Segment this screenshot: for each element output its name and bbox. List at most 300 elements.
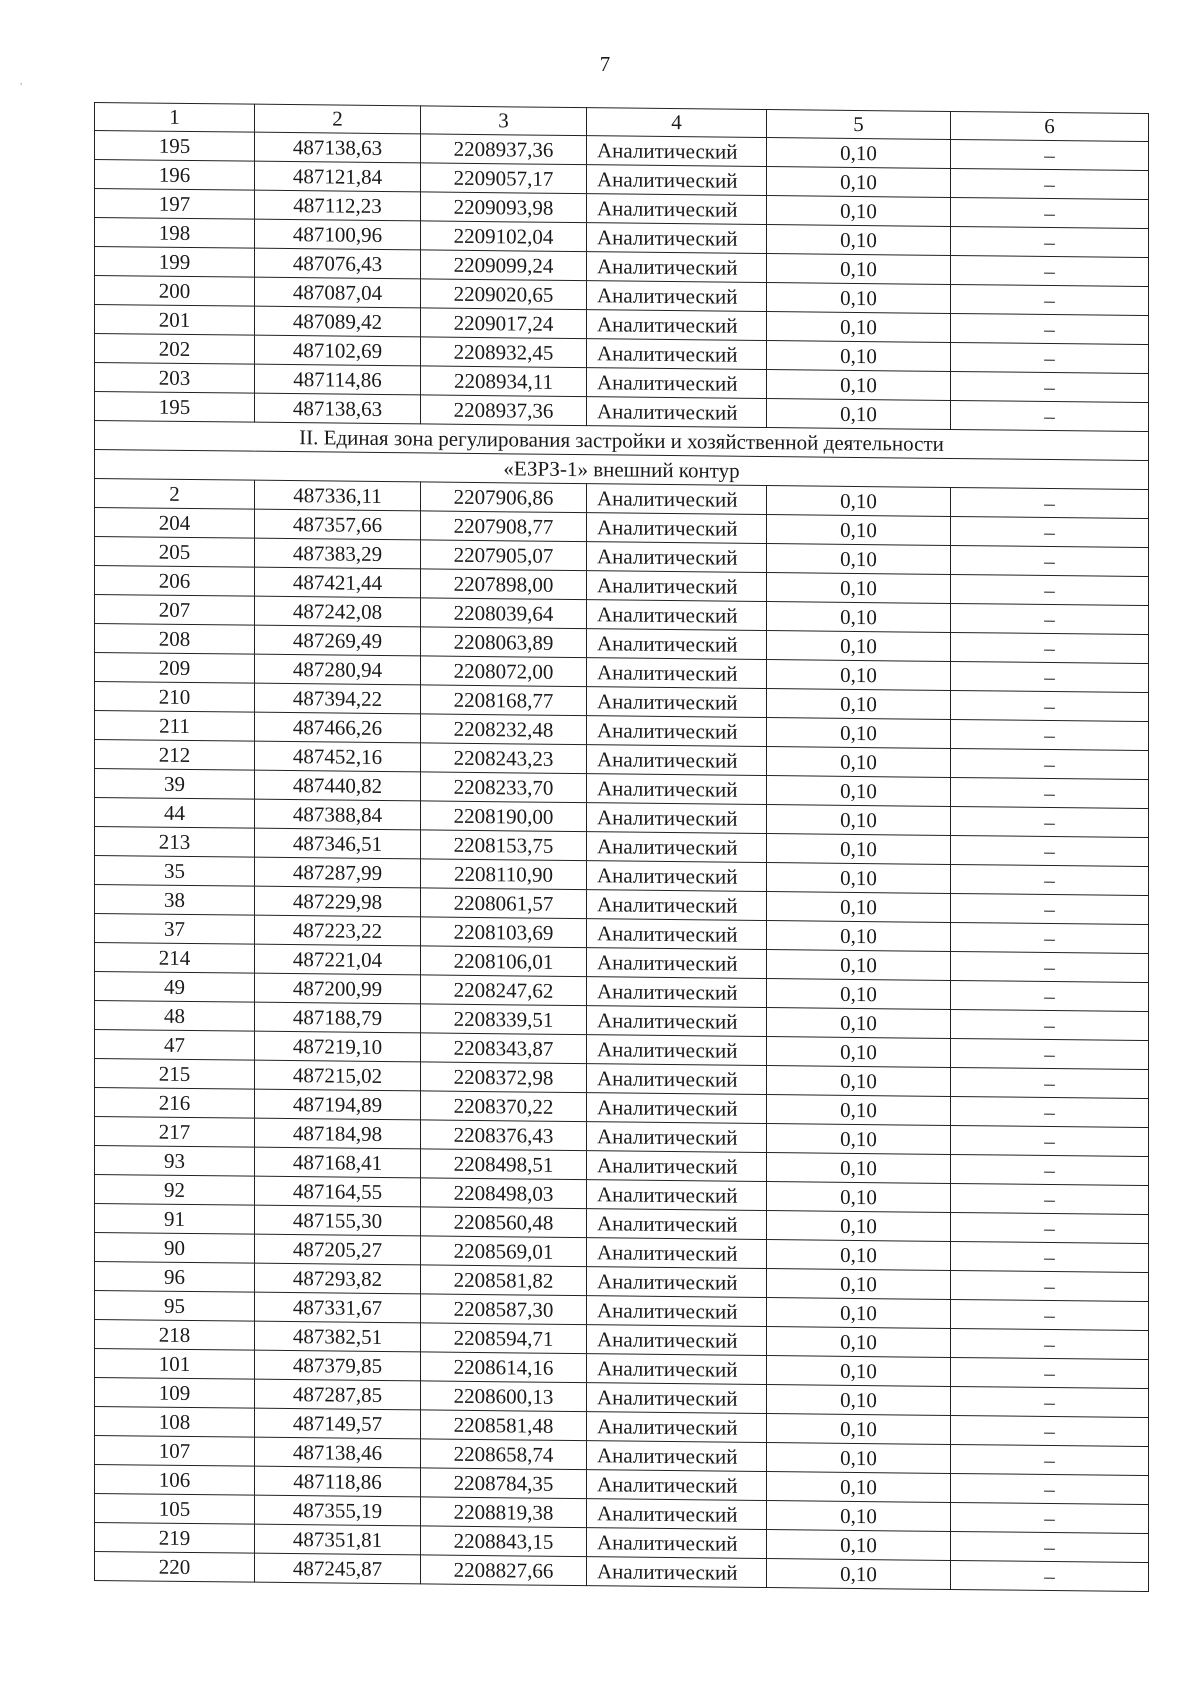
table-cell-col-1: 213 (95, 827, 255, 858)
table-cell-col-1: 202 (95, 334, 255, 365)
table-cell-col-4: Аналитический (587, 977, 767, 1008)
table-cell-col-4: Аналитический (587, 1325, 767, 1356)
table-cell-col-3: 2209057,17 (421, 163, 587, 194)
table-cell-col-3: 2209102,04 (421, 221, 587, 252)
table-cell-col-6: – (951, 1444, 1149, 1475)
table-cell-col-1: 214 (95, 943, 255, 974)
table-cell-col-5: 0,10 (767, 1501, 951, 1532)
coordinates-table (94, 102, 1149, 1592)
table-cell-col-3: 2208560,48 (421, 1207, 587, 1238)
table-cell-col-1: 206 (95, 566, 255, 597)
table-cell-col-6: – (951, 1096, 1149, 1127)
table-cell-col-4: Аналитический (587, 774, 767, 805)
column-header-4: 4 (587, 108, 767, 138)
table-cell-col-3: 2208819,38 (421, 1497, 587, 1528)
table-cell-col-6: – (951, 574, 1149, 605)
table-cell-col-3: 2208587,30 (421, 1294, 587, 1325)
table-cell-col-3: 2208061,57 (421, 888, 587, 919)
table-cell-col-6: – (951, 342, 1149, 373)
table-cell-col-6: – (951, 1328, 1149, 1359)
table-cell-col-5: 0,10 (767, 631, 951, 662)
table-cell-col-4: Аналитический (587, 1267, 767, 1298)
table-cell-col-3: 2207898,00 (421, 569, 587, 600)
table-cell-col-6: – (951, 690, 1149, 721)
table-cell-col-5: 0,10 (767, 805, 951, 836)
table-body-section-2 (95, 479, 1149, 1592)
table-cell-col-1: 212 (95, 740, 255, 771)
table-cell-col-4: Аналитический (587, 1006, 767, 1037)
table-cell-col-3: 2208072,00 (421, 656, 587, 687)
table-cell-col-4: Аналитический (587, 281, 767, 312)
table-cell-col-1: 93 (95, 1146, 255, 1177)
table-cell-col-3: 2208614,16 (421, 1352, 587, 1383)
table-cell-col-4: Аналитический (587, 397, 767, 428)
table-cell-col-2: 487188,79 (255, 1002, 421, 1033)
table-cell-col-3: 2208937,36 (421, 395, 587, 426)
table-cell-col-5: 0,10 (767, 1356, 951, 1387)
table-cell-col-2: 487280,94 (255, 654, 421, 685)
table-cell-col-4: Аналитический (587, 1151, 767, 1182)
table-cell-col-5: 0,10 (767, 1327, 951, 1358)
table-cell-col-6: – (951, 1299, 1149, 1330)
table-cell-col-2: 487089,42 (255, 306, 421, 337)
table-cell-col-4: Аналитический (587, 919, 767, 950)
table-cell-col-5: 0,10 (767, 1124, 951, 1155)
table-cell-col-4: Аналитический (587, 1064, 767, 1095)
table-cell-col-4: Аналитический (587, 542, 767, 573)
table-cell-col-3: 2208581,48 (421, 1410, 587, 1441)
table-cell-col-3: 2208658,74 (421, 1439, 587, 1470)
table-cell-col-1: 195 (95, 131, 255, 162)
table-cell-col-2: 487114,86 (255, 364, 421, 395)
table-cell-col-6: – (951, 255, 1149, 286)
table-cell-col-1: 35 (95, 856, 255, 887)
table-cell-col-4: Аналитический (587, 1180, 767, 1211)
table-cell-col-3: 2208827,66 (421, 1555, 587, 1586)
table-cell-col-3: 2208376,43 (421, 1120, 587, 1151)
table-cell-col-6: – (951, 1473, 1149, 1504)
table-cell-col-2: 487394,22 (255, 683, 421, 714)
table-cell-col-5: 0,10 (767, 660, 951, 691)
table-cell-col-3: 2208372,98 (421, 1062, 587, 1093)
table-cell-col-1: 198 (95, 218, 255, 249)
table-cell-col-6: – (951, 284, 1149, 315)
table-cell-col-1: 109 (95, 1378, 255, 1409)
table-cell-col-3: 2208498,03 (421, 1178, 587, 1209)
table-cell-col-3: 2208190,00 (421, 801, 587, 832)
column-header-1: 1 (95, 103, 255, 133)
table-cell-col-2: 487112,23 (255, 190, 421, 221)
table-cell-col-3: 2208110,90 (421, 859, 587, 890)
table-cell-col-2: 487087,04 (255, 277, 421, 308)
table-cell-col-2: 487357,66 (255, 509, 421, 540)
table-cell-col-1: 49 (95, 972, 255, 1003)
table-cell-col-5: 0,10 (767, 515, 951, 546)
table-cell-col-2: 487440,82 (255, 770, 421, 801)
table-cell-col-1: 201 (95, 305, 255, 336)
table-cell-col-3: 2209093,98 (421, 192, 587, 223)
table-cell-col-4: Аналитический (587, 1035, 767, 1066)
column-header-2: 2 (255, 104, 421, 134)
table-cell-col-5: 0,10 (767, 718, 951, 749)
table-cell-col-6: – (951, 922, 1149, 953)
table-cell-col-1: 197 (95, 189, 255, 220)
table-cell-col-1: 200 (95, 276, 255, 307)
table-cell-col-1: 210 (95, 682, 255, 713)
table-cell-col-5: 0,10 (767, 399, 951, 430)
table-cell-col-6: – (951, 1270, 1149, 1301)
table-cell-col-5: 0,10 (767, 1385, 951, 1416)
table-cell-col-3: 2208106,01 (421, 946, 587, 977)
table-cell-col-6: – (951, 893, 1149, 924)
table-cell-col-2: 487164,55 (255, 1176, 421, 1207)
table-cell-col-2: 487379,85 (255, 1350, 421, 1381)
table-cell-col-4: Аналитический (587, 1354, 767, 1385)
table-cell-col-5: 0,10 (767, 254, 951, 285)
table-cell-col-2: 487200,99 (255, 973, 421, 1004)
table-cell-col-3: 2208039,64 (421, 598, 587, 629)
table-cell-col-5: 0,10 (767, 892, 951, 923)
table-cell-col-5: 0,10 (767, 486, 951, 517)
table-cell-col-6: – (951, 1183, 1149, 1214)
table-cell-col-1: 95 (95, 1291, 255, 1322)
table-cell-col-3: 2208594,71 (421, 1323, 587, 1354)
table-cell-col-4: Аналитический (587, 890, 767, 921)
table-cell-col-2: 487221,04 (255, 944, 421, 975)
table-cell-col-2: 487138,63 (255, 132, 421, 163)
table-cell-col-4: Аналитический (587, 310, 767, 341)
table-cell-col-4: Аналитический (587, 136, 767, 167)
table-cell-col-6: – (951, 139, 1149, 170)
table-cell-col-2: 487331,67 (255, 1292, 421, 1323)
table-cell-col-6: – (951, 168, 1149, 199)
table-cell-col-5: 0,10 (767, 370, 951, 401)
table-cell-col-2: 487242,08 (255, 596, 421, 627)
table-cell-col-3: 2208937,36 (421, 134, 587, 165)
table-cell-col-4: Аналитический (587, 1093, 767, 1124)
table-cell-col-4: Аналитический (587, 484, 767, 515)
table-cell-col-4: Аналитический (587, 1499, 767, 1530)
table-cell-col-5: 0,10 (767, 1559, 951, 1590)
table-cell-col-6: – (951, 661, 1149, 692)
table-cell-col-2: 487421,44 (255, 567, 421, 598)
scan-artifact-mark: , (20, 76, 23, 86)
table-cell-col-6: – (951, 313, 1149, 344)
table-cell-col-1: 217 (95, 1117, 255, 1148)
table-cell-col-3: 2207908,77 (421, 511, 587, 542)
table-cell-col-6: – (951, 835, 1149, 866)
table-cell-col-1: 209 (95, 653, 255, 684)
table-cell-col-4: Аналитический (587, 1441, 767, 1472)
table-cell-col-1: 2 (95, 479, 255, 510)
table-cell-col-1: 44 (95, 798, 255, 829)
table-cell-col-3: 2208168,77 (421, 685, 587, 716)
table-cell-col-6: – (951, 980, 1149, 1011)
table-cell-col-3: 2208843,15 (421, 1526, 587, 1557)
table-cell-col-3: 2209020,65 (421, 279, 587, 310)
table-cell-col-2: 487223,22 (255, 915, 421, 946)
table-cell-col-6: – (951, 864, 1149, 895)
table-cell-col-6: – (951, 1125, 1149, 1156)
table-cell-col-5: 0,10 (767, 283, 951, 314)
table-cell-col-5: 0,10 (767, 950, 951, 981)
table-cell-col-3: 2208370,22 (421, 1091, 587, 1122)
table-cell-col-4: Аналитический (587, 1528, 767, 1559)
table-cell-col-5: 0,10 (767, 921, 951, 952)
table-cell-col-1: 47 (95, 1030, 255, 1061)
table-cell-col-6: – (951, 1212, 1149, 1243)
table-cell-col-2: 487287,85 (255, 1379, 421, 1410)
table-cell-col-1: 38 (95, 885, 255, 916)
table-cell-col-5: 0,10 (767, 1153, 951, 1184)
table-cell-col-5: 0,10 (767, 979, 951, 1010)
table-cell-col-2: 487452,16 (255, 741, 421, 772)
table-cell-col-3: 2208063,89 (421, 627, 587, 658)
table-cell-col-1: 39 (95, 769, 255, 800)
table-cell-col-5: 0,10 (767, 1240, 951, 1271)
table-cell-col-1: 211 (95, 711, 255, 742)
table-cell-col-6: – (951, 1357, 1149, 1388)
table-cell-col-1: 216 (95, 1088, 255, 1119)
table-cell-col-1: 215 (95, 1059, 255, 1090)
table-cell-col-6: – (951, 1386, 1149, 1417)
table-cell-col-2: 487388,84 (255, 799, 421, 830)
table-cell-col-2: 487168,41 (255, 1147, 421, 1178)
table-cell-col-6: – (951, 1560, 1149, 1591)
table-cell-col-2: 487245,87 (255, 1553, 421, 1584)
table-cell-col-4: Аналитический (587, 1470, 767, 1501)
table-cell-col-5: 0,10 (767, 1269, 951, 1300)
table-cell-col-3: 2208247,62 (421, 975, 587, 1006)
table-cell-col-5: 0,10 (767, 863, 951, 894)
table-cell-col-2: 487336,11 (255, 480, 421, 511)
table-cell-col-6: – (951, 197, 1149, 228)
table-cell-col-3: 2208339,51 (421, 1004, 587, 1035)
table-cell-col-2: 487229,98 (255, 886, 421, 917)
table-cell-col-1: 208 (95, 624, 255, 655)
table-cell-col-5: 0,10 (767, 544, 951, 575)
table-cell-col-1: 106 (95, 1465, 255, 1496)
table-cell-col-3: 2208232,48 (421, 714, 587, 745)
table-cell-col-2: 487100,96 (255, 219, 421, 250)
table-cell-col-1: 91 (95, 1204, 255, 1235)
table-cell-col-6: – (951, 1415, 1149, 1446)
table-cell-col-1: 101 (95, 1349, 255, 1380)
table-cell-col-2: 487138,46 (255, 1437, 421, 1468)
table-cell-col-6: – (951, 371, 1149, 402)
table-cell-col-1: 107 (95, 1436, 255, 1467)
table-cell-col-6: – (951, 516, 1149, 547)
table-cell-col-4: Аналитический (587, 745, 767, 776)
table-cell-col-5: 0,10 (767, 225, 951, 256)
table-cell-col-3: 2208243,23 (421, 743, 587, 774)
table-cell-col-6: – (951, 1531, 1149, 1562)
table-cell-col-5: 0,10 (767, 747, 951, 778)
table-cell-col-4: Аналитический (587, 629, 767, 660)
table-cell-col-1: 105 (95, 1494, 255, 1525)
table-cell-col-5: 0,10 (767, 1414, 951, 1445)
table-cell-col-6: – (951, 400, 1149, 431)
table-body-section-1 (95, 131, 1149, 432)
table-cell-col-4: Аналитический (587, 1383, 767, 1414)
table-cell-col-3: 2208932,45 (421, 337, 587, 368)
table-cell-col-4: Аналитический (587, 194, 767, 225)
table-cell-col-2: 487155,30 (255, 1205, 421, 1236)
table-cell-col-5: 0,10 (767, 1211, 951, 1242)
table-cell-col-4: Аналитический (587, 600, 767, 631)
table-cell-col-6: – (951, 603, 1149, 634)
table-cell-col-2: 487293,82 (255, 1263, 421, 1294)
table-cell-col-4: Аналитический (587, 571, 767, 602)
table-cell-col-3: 2208343,87 (421, 1033, 587, 1064)
table-cell-col-5: 0,10 (767, 312, 951, 343)
table-cell-col-1: 90 (95, 1233, 255, 1264)
table-cell-col-3: 2209017,24 (421, 308, 587, 339)
table-cell-col-4: Аналитический (587, 252, 767, 283)
table-cell-col-6: – (951, 748, 1149, 779)
section-title: II. Единая зона регулирования застройки и хозяйственной деятельности (95, 421, 1149, 461)
table-cell-col-3: 2208934,11 (421, 366, 587, 397)
table-cell-col-1: 108 (95, 1407, 255, 1438)
table-cell-col-6: – (951, 1038, 1149, 1069)
table-cell-col-4: Аналитический (587, 513, 767, 544)
table-cell-col-5: 0,10 (767, 1182, 951, 1213)
table-cell-col-1: 220 (95, 1552, 255, 1583)
table-cell-col-3: 2208600,13 (421, 1381, 587, 1412)
table-cell-col-2: 487215,02 (255, 1060, 421, 1091)
table-cell-col-1: 48 (95, 1001, 255, 1032)
table-cell-col-6: – (951, 1241, 1149, 1272)
table-cell-col-2: 487382,51 (255, 1321, 421, 1352)
table-cell-col-6: – (951, 1154, 1149, 1185)
table-cell-col-2: 487346,51 (255, 828, 421, 859)
table-cell-col-1: 207 (95, 595, 255, 626)
table-cell-col-1: 204 (95, 508, 255, 539)
table-cell-col-3: 2208581,82 (421, 1265, 587, 1296)
table-cell-col-6: – (951, 777, 1149, 808)
table-cell-col-6: – (951, 1502, 1149, 1533)
table-cell-col-1: 37 (95, 914, 255, 945)
table-cell-col-4: Аналитический (587, 832, 767, 863)
column-header-3: 3 (421, 106, 587, 136)
table-cell-col-4: Аналитический (587, 861, 767, 892)
table-cell-col-5: 0,10 (767, 573, 951, 604)
table-cell-col-2: 487121,84 (255, 161, 421, 192)
table-cell-col-2: 487383,29 (255, 538, 421, 569)
table-cell-col-2: 487184,98 (255, 1118, 421, 1149)
column-header-6: 6 (951, 111, 1149, 141)
table-cell-col-1: 205 (95, 537, 255, 568)
table-cell-col-6: – (951, 632, 1149, 663)
table-cell-col-5: 0,10 (767, 1066, 951, 1097)
table-cell-col-2: 487219,10 (255, 1031, 421, 1062)
table-cell-col-5: 0,10 (767, 167, 951, 198)
table-cell-col-3: 2208153,75 (421, 830, 587, 861)
table-cell-col-5: 0,10 (767, 1472, 951, 1503)
table-cell-col-5: 0,10 (767, 1298, 951, 1329)
table-cell-col-2: 487205,27 (255, 1234, 421, 1265)
table-cell-col-2: 487287,99 (255, 857, 421, 888)
table-cell-col-1: 196 (95, 160, 255, 191)
table-cell-col-3: 2207906,86 (421, 482, 587, 513)
table-cell-col-2: 487351,81 (255, 1524, 421, 1555)
table-cell-col-1: 203 (95, 363, 255, 394)
table-cell-col-4: Аналитический (587, 1238, 767, 1269)
table-cell-col-5: 0,10 (767, 1095, 951, 1126)
table-cell-col-4: Аналитический (587, 1412, 767, 1443)
table-cell-col-4: Аналитический (587, 803, 767, 834)
table-cell-col-4: Аналитический (587, 687, 767, 718)
table-cell-col-2: 487466,26 (255, 712, 421, 743)
table-cell-col-2: 487076,43 (255, 248, 421, 279)
table-cell-col-6: – (951, 806, 1149, 837)
table-cell-col-1: 199 (95, 247, 255, 278)
table-cell-col-5: 0,10 (767, 196, 951, 227)
table-cell-col-3: 2208784,35 (421, 1468, 587, 1499)
table-cell-col-2: 487102,69 (255, 335, 421, 366)
table-cell-col-4: Аналитический (587, 1209, 767, 1240)
table-cell-col-5: 0,10 (767, 1443, 951, 1474)
table-cell-col-4: Аналитический (587, 948, 767, 979)
table-cell-col-2: 487138,63 (255, 393, 421, 424)
table-cell-col-1: 219 (95, 1523, 255, 1554)
table-cell-col-5: 0,10 (767, 602, 951, 633)
table-cell-col-6: – (951, 951, 1149, 982)
table-cell-col-2: 487269,49 (255, 625, 421, 656)
table-cell-col-3: 2208103,69 (421, 917, 587, 948)
column-header-5: 5 (767, 110, 951, 140)
table-cell-col-5: 0,10 (767, 1530, 951, 1561)
table-cell-col-5: 0,10 (767, 834, 951, 865)
page-number: 7 (599, 52, 611, 76)
table-cell-col-1: 195 (95, 392, 255, 423)
table-cell-col-4: Аналитический (587, 165, 767, 196)
table-cell-col-4: Аналитический (587, 223, 767, 254)
table-cell-col-5: 0,10 (767, 1037, 951, 1068)
table-cell-col-6: – (951, 1067, 1149, 1098)
section-subtitle: «ЕЗРЗ-1» внешний контур (95, 450, 1149, 490)
table-cell-col-6: – (951, 1009, 1149, 1040)
table-cell-col-3: 2208233,70 (421, 772, 587, 803)
table-cell-col-2: 487194,89 (255, 1089, 421, 1120)
table-cell-col-6: – (951, 545, 1149, 576)
table-cell-col-6: – (951, 226, 1149, 257)
table-cell-col-4: Аналитический (587, 658, 767, 689)
table-cell-col-5: 0,10 (767, 1008, 951, 1039)
table-cell-col-1: 218 (95, 1320, 255, 1351)
table-cell-col-5: 0,10 (767, 138, 951, 169)
table-cell-col-3: 2208569,01 (421, 1236, 587, 1267)
table-cell-col-3: 2207905,07 (421, 540, 587, 571)
table-cell-col-2: 487355,19 (255, 1495, 421, 1526)
table-cell-col-6: – (951, 487, 1149, 518)
table-cell-col-2: 487149,57 (255, 1408, 421, 1439)
table-cell-col-3: 2208498,51 (421, 1149, 587, 1180)
table-cell-col-5: 0,10 (767, 689, 951, 720)
table-cell-col-1: 96 (95, 1262, 255, 1293)
table-cell-col-6: – (951, 719, 1149, 750)
table-cell-col-4: Аналитический (587, 1557, 767, 1588)
table-cell-col-4: Аналитический (587, 1296, 767, 1327)
table-cell-col-2: 487118,86 (255, 1466, 421, 1497)
table-cell-col-4: Аналитический (587, 716, 767, 747)
table-cell-col-4: Аналитический (587, 1122, 767, 1153)
table-cell-col-1: 92 (95, 1175, 255, 1206)
table-cell-col-5: 0,10 (767, 341, 951, 372)
table-cell-col-4: Аналитический (587, 368, 767, 399)
table-cell-col-4: Аналитический (587, 339, 767, 370)
table-cell-col-5: 0,10 (767, 776, 951, 807)
